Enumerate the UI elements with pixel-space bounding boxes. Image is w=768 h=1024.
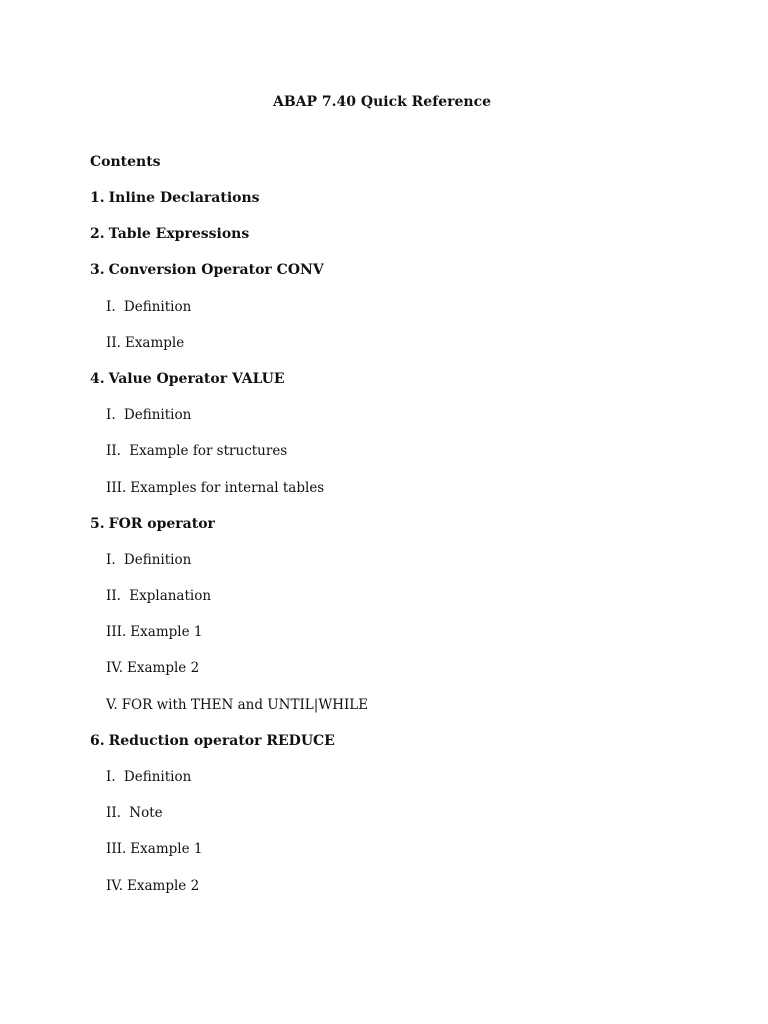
- toc-subentry-label: Examples for internal tables: [130, 479, 325, 496]
- toc-entry-label: Reduction operator REDUCE: [108, 732, 335, 749]
- toc-subentry-label: Definition: [119, 407, 192, 424]
- toc-subentry-number: I.: [106, 551, 116, 568]
- toc-entry: [90, 369, 368, 405]
- toc-subentry-number: IV.: [106, 877, 124, 894]
- toc-subentry: [90, 767, 368, 803]
- toc-entry-label: Inline Declarations: [108, 190, 260, 206]
- toc-subentry: [90, 586, 368, 622]
- toc-subentry-label: FOR with THEN and UNTIL|WHILE: [121, 696, 369, 713]
- toc-subentry: [90, 441, 368, 477]
- toc-entry-label: Value Operator VALUE: [108, 370, 285, 387]
- toc-entry-number: 6.: [90, 732, 105, 749]
- toc-subentry-number: II.: [106, 443, 121, 460]
- toc-subentry: [90, 839, 368, 875]
- toc-subentry: [90, 478, 368, 514]
- toc-subentry-label: Example for structures: [124, 443, 288, 460]
- toc-subentry-number: II.: [106, 588, 121, 605]
- toc-subentry-label: Example: [124, 334, 185, 351]
- toc-subentry-number: IV.: [106, 660, 124, 677]
- toc-entry-number: 3.: [90, 262, 105, 279]
- contents-heading: Contents: [90, 154, 161, 170]
- toc-entry: [90, 224, 368, 260]
- toc-subentry-number: III.: [106, 841, 127, 858]
- toc-entry: [90, 260, 368, 296]
- toc-subentry: [90, 297, 368, 333]
- toc-subentry-label: Explanation: [124, 588, 212, 605]
- toc-entry-number: 2.: [90, 226, 105, 243]
- toc-subentry-label: Note: [124, 805, 163, 822]
- toc-subentry: [90, 803, 368, 839]
- toc-subentry-label: Definition: [119, 298, 192, 315]
- document-title: ABAP 7.40 Quick Reference: [272, 94, 492, 110]
- toc-subentry-label: Example 2: [127, 877, 200, 894]
- toc-entry: [90, 731, 368, 767]
- toc-subentry-number: III.: [106, 479, 127, 496]
- toc-subentry-label: Example 1: [130, 624, 203, 641]
- toc-subentry-label: Example 1: [130, 841, 203, 858]
- toc-subentry-label: Definition: [119, 551, 192, 568]
- toc-subentry-number: II.: [106, 334, 121, 351]
- toc-subentry: [90, 550, 368, 586]
- toc-entry: [90, 188, 368, 224]
- toc-subentry-label: Example 2: [127, 660, 200, 677]
- toc-subentry: [90, 876, 368, 912]
- toc-subentry: [90, 695, 368, 731]
- toc-subentry-number: V.: [106, 696, 118, 713]
- toc-entry-number: 1.: [90, 190, 105, 206]
- toc-entry-number: 5.: [90, 515, 105, 532]
- table-of-contents: [90, 188, 368, 912]
- toc-entry-number: 4.: [90, 370, 105, 387]
- toc-subentry: [90, 658, 368, 694]
- toc-entry-label: FOR operator: [108, 515, 215, 532]
- toc-entry-label: Conversion Operator CONV: [108, 262, 324, 279]
- toc-subentry-number: I.: [106, 298, 116, 315]
- toc-subentry: [90, 405, 368, 441]
- toc-subentry-number: I.: [106, 407, 116, 424]
- toc-entry: [90, 514, 368, 550]
- toc-subentry: [90, 622, 368, 658]
- toc-subentry-label: Definition: [119, 769, 192, 785]
- toc-subentry: [90, 333, 368, 369]
- toc-subentry-number: I.: [106, 769, 116, 785]
- toc-entry-label: Table Expressions: [108, 226, 250, 243]
- toc-subentry-number: III.: [106, 624, 127, 641]
- toc-subentry-number: II.: [106, 805, 121, 822]
